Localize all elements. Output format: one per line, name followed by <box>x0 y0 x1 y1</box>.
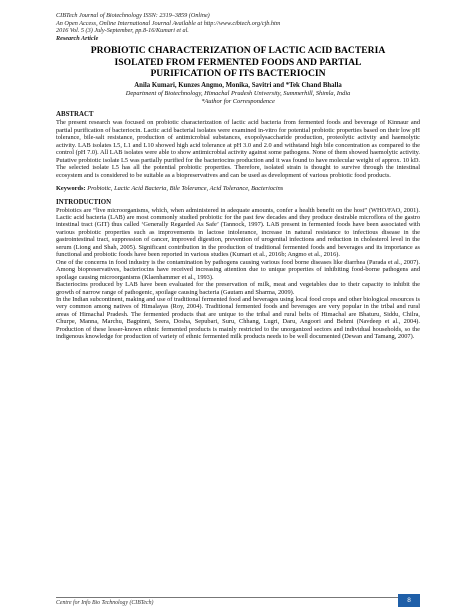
title-line-1: PROBIOTIC CHARACTERIZATION OF LACTIC ACID BACTERIA <box>90 45 386 57</box>
page-number: 8 <box>398 594 420 607</box>
footer-divider <box>56 597 420 598</box>
correspondence-note: *Author for Correspondence <box>201 97 275 105</box>
title-line-2: ISOLATED FROM FERMENTED FOODS AND PARTIAL <box>114 56 362 68</box>
journal-line-1: CIBTech Journal of Biotechnology ISSN: 2319–3859 (Online) <box>56 12 210 19</box>
paper-page <box>56 12 420 341</box>
intro-paragraph-2: One of the concerns in food industry is the contamination by pathogens causing various food borne diseases like diarrhea (Parada et al., 2007). Among biopreservatives, bacteriocins have received increasing attention due to unique properties of inhibiting food-borne pathogens and spoilage causing microorganisms (Klaenhammer et al., 1993). <box>56 258 420 281</box>
intro-paragraph-3: Bacteriocins produced by LAB have been evaluated for the preservation of milk, meat and vegetables due to their capacity to inhibit the growth of narrow range of pathogenic, spoilage causing bacteria (Gautam and Sharma, 2009). <box>56 281 420 296</box>
keywords-label: Keywords: <box>56 185 86 193</box>
footer-text: Centre for Info Bio Technology (CIBTech) <box>56 600 154 606</box>
intro-paragraph-1: Probiotics are “live microorganisms, which, when administered in adequate amounts, confer a health benefit on the host” (WHO/FAO, 2001). Lactic acid bacteria (LAB) are most commonly studied probiotic for the past few decades and they produce desirable microflora of the gastro intestinal tract (GIT) thus called ‘Generally Regarded As Safe’ (Tannock, 1997). LAB present in fermented foods have been associated with various probiotic properties such as improvements in lactose intolerance, increase in natural resistance to infectious disease in the gastrointestinal tract, suppression of cancer, improved digestion, prevention of urogenital infections and reduction in cholesterol level in the serum (Liong and Shah, 2005). Significant contribution in the production of traditional fermented foods and beverages and its importance as functional and probiotic foods have been reported in various studies (Kumari et al., 2016b; Angmo et al., 2016). <box>56 206 420 259</box>
authors: Anila Kumari, Kunzes Angmo, Monika, Savitri and *Tek Chand Bhalla <box>134 82 342 90</box>
paper-title <box>56 45 420 79</box>
abstract-text: The present research was focused on probiotic characterization of lactic acid bacteria from fermented foods and beverage of Kinnaur and partial purification of bacteriocin. Lactic acid bacterial isolates were examined in-vitro for potential probiotic properties based on their low pH tolerance, bile-salt resistance, production of antimicrobial substances, exopolysaccharide production, proteolytic activity and haemolytic activity. LAB isolates L5, L1 and L10 showed high acid tolerance at pH 3.0 and 2.0 and withstand high bile concentration as compared to the control (pH 7.0). All LAB isolates were able to show antimicrobial activity against some pathogens. None of them showed haemolytic activity. Putative probiotic isolate L5 was partially purified for the bacteriocins production and it was found to have molecular weight of approx. 10 kD. The selected isolate L5 has all the potential probiotic properties. Therefore, isolated strain is thought to survive through the intestinal ecosystem and is considered to be suitable as a biopreservatives and can be used as development of various probiotic food products. <box>56 119 420 179</box>
journal-header <box>56 12 420 42</box>
journal-line-3: 2016 Vol. 5 (3) July-September, pp.8-16/Kumari et al. <box>56 27 189 35</box>
intro-paragraph-4: In the Indian subcontinent, making and use of traditional fermented food and beverages using local food crops and other biological resources is very common among natives of Himalayas (Roy, 2004). Traditional fermented foods and beverages are very popular in the tribal and rural areas of Himachal Pradesh. The fermented products that are unique to the tribal and rural belts of Himachal are Bhaturu, Siddu, Chilra, Churpe, Manna, Marchu, Bagpinni, Seera, Dosha, Sepubari, Suru, Chhang, Lugri, Daru, Angoori and Behmi (Navdeep et al., 2004). Production of these lesser-known ethnic fermented products is mainly restricted to the unorganized sectors and individual households, so the indigenous knowledge for production of variety of ethnic fermented milk products needs to be well documented (Dewan and Tamang, 2007). <box>56 295 420 341</box>
affiliation: Department of Biotechnology, Himachal Pradesh University, Summerhill, Shimla, India <box>125 90 351 98</box>
title-line-3: PURIFICATION OF ITS BACTERIOCIN <box>150 67 326 79</box>
introduction-heading: INTRODUCTION <box>56 198 112 206</box>
keywords <box>56 185 420 192</box>
article-type: Research Article <box>56 34 99 42</box>
keywords-text: Probiotic, Lactic Acid Bacteria, Bile Tolerance, Acid Tolerance, Bacteriocins <box>87 185 284 193</box>
journal-line-2: An Open Access, Online International Journal Available at http://www.cibtech.org/cjb.htm <box>56 19 281 27</box>
abstract-heading: ABSTRACT <box>56 111 94 119</box>
